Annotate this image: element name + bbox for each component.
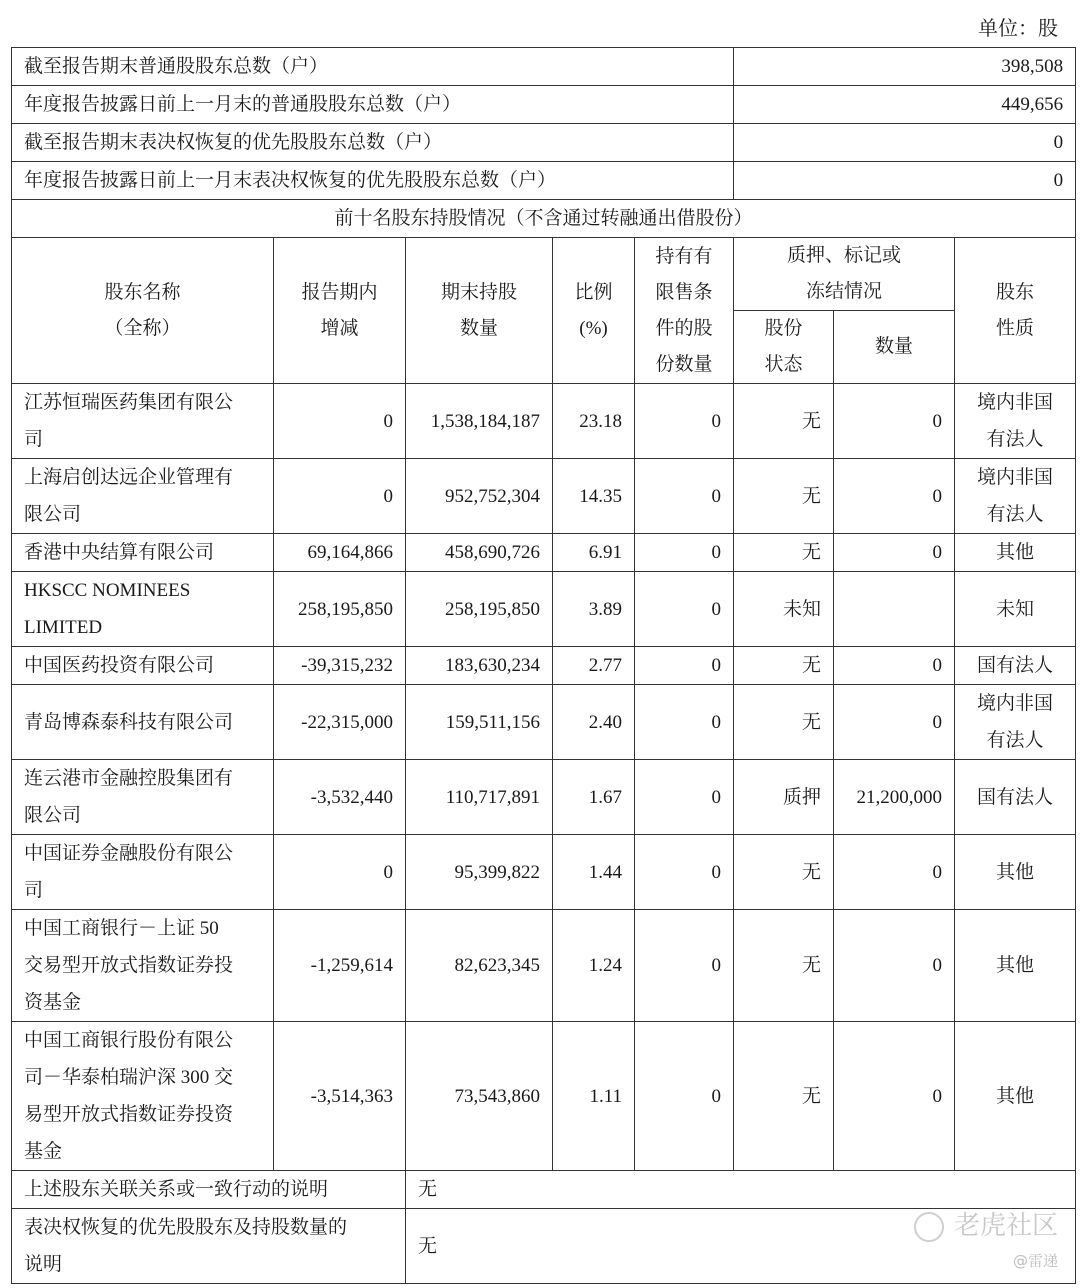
shareholder-name-line: HKSCC NOMINEES <box>24 580 191 601</box>
holding-ratio: 14.35 <box>553 459 635 534</box>
shareholder-name <box>12 459 274 534</box>
header-name-line: （全称） <box>104 317 181 339</box>
header-change-line: 报告期内 <box>301 281 378 303</box>
restricted-shares: 0 <box>635 1022 734 1171</box>
shareholder-nature-line: 国有法人 <box>977 786 1054 808</box>
shareholder-name-line: 连云港市金融控股集团有 <box>24 768 234 789</box>
header-ratio-line: (%) <box>579 317 608 339</box>
header-pledge-status <box>734 311 834 384</box>
pledge-quantity: 0 <box>834 534 955 572</box>
pledge-quantity: 21,200,000 <box>834 760 955 835</box>
pledge-status: 无 <box>734 534 834 572</box>
summary-label: 年度报告披露日前上一月末的普通股股东总数（户） <box>12 86 734 124</box>
header-pledge-status-line: 状态 <box>764 354 803 375</box>
shareholder-name-line: 交易型开放式指数证券投 <box>24 955 234 976</box>
summary-value: 0 <box>734 124 1076 162</box>
shareholder-nature-line: 有法人 <box>986 504 1044 525</box>
table-row <box>12 459 1076 534</box>
table-row <box>12 835 1076 910</box>
table-row <box>12 384 1076 459</box>
shareholder-nature-line: 境内非国 <box>977 693 1054 714</box>
shareholder-name <box>12 384 274 459</box>
pledge-quantity: 0 <box>834 647 955 685</box>
holding-ratio: 1.67 <box>553 760 635 835</box>
shareholder-nature-line: 境内非国 <box>977 467 1054 488</box>
pledge-quantity: 0 <box>834 384 955 459</box>
shareholder-nature <box>955 1022 1076 1171</box>
shares-held: 258,195,850 <box>406 572 553 647</box>
shares-held: 952,752,304 <box>406 459 553 534</box>
pledge-quantity: 0 <box>834 459 955 534</box>
shareholder-nature <box>955 835 1076 910</box>
table-row <box>12 647 1076 685</box>
shareholder-name <box>12 835 274 910</box>
holding-ratio: 1.44 <box>553 835 635 910</box>
header-nature-line: 性质 <box>996 317 1035 339</box>
shareholder-name-line: 香港中央结算有限公司 <box>24 542 215 563</box>
watermark-brand: 老虎社区 <box>914 1205 1058 1242</box>
header-pledge-group <box>734 238 955 311</box>
holding-ratio: 1.24 <box>553 910 635 1022</box>
section-title: 前十名股东持股情况（不含通过转融通出借股份） <box>12 200 1076 238</box>
shareholder-name-line: 限公司 <box>24 805 82 826</box>
shares-held: 1,538,184,187 <box>406 384 553 459</box>
table-row <box>12 1022 1076 1171</box>
header-restricted-line: 份数量 <box>655 353 713 375</box>
pledge-quantity: 0 <box>834 1022 955 1171</box>
header-pledge-qty: 数量 <box>834 311 955 384</box>
summary-label: 年度报告披露日前上一月末表决权恢复的优先股股东总数（户） <box>12 162 734 200</box>
shareholder-name <box>12 910 274 1022</box>
pledge-quantity <box>834 572 955 647</box>
shareholder-nature-line: 未知 <box>996 598 1035 620</box>
table-row <box>12 760 1076 835</box>
pledge-status: 无 <box>734 384 834 459</box>
shareholder-nature <box>955 384 1076 459</box>
pledge-status: 无 <box>734 1022 834 1171</box>
restricted-shares: 0 <box>635 647 734 685</box>
holding-ratio: 1.11 <box>553 1022 635 1171</box>
restricted-shares: 0 <box>635 685 734 760</box>
pledge-status: 质押 <box>734 760 834 835</box>
period-change: 0 <box>274 459 406 534</box>
shareholder-name-line: 司 <box>24 429 44 450</box>
shareholder-nature-line: 其他 <box>996 1085 1035 1107</box>
header-ratio <box>553 238 635 384</box>
shareholder-name <box>12 685 274 760</box>
summary-label: 截至报告期末普通股股东总数（户） <box>12 48 734 86</box>
summary-value: 449,656 <box>734 86 1076 124</box>
period-change: 258,195,850 <box>274 572 406 647</box>
shareholder-nature <box>955 534 1076 572</box>
shares-held: 82,623,345 <box>406 910 553 1022</box>
shareholder-name-line: 中国工商银行股份有限公 <box>24 1030 234 1051</box>
shareholder-nature <box>955 910 1076 1022</box>
shareholder-nature-line: 其他 <box>996 955 1035 976</box>
header-shares-line: 期末持股 <box>440 281 517 303</box>
summary-row <box>12 48 1076 86</box>
pledge-quantity: 0 <box>834 835 955 910</box>
shareholder-nature <box>955 459 1076 534</box>
header-restricted-line: 限售条 <box>655 281 713 303</box>
shareholder-name-line: 中国证券金融股份有限公 <box>24 843 234 864</box>
shareholder-name <box>12 534 274 572</box>
header-shares <box>406 238 553 384</box>
period-change: -3,514,363 <box>274 1022 406 1171</box>
header-nature <box>955 238 1076 384</box>
restricted-shares: 0 <box>635 459 734 534</box>
pledge-status: 无 <box>734 835 834 910</box>
period-change: -1,259,614 <box>274 910 406 1022</box>
section-title-row <box>12 200 1076 238</box>
shareholder-nature-line: 其他 <box>996 542 1035 563</box>
holding-ratio: 2.40 <box>553 685 635 760</box>
restricted-shares: 0 <box>635 572 734 647</box>
tiger-logo-icon <box>914 1212 944 1242</box>
footer-row <box>12 1171 1076 1209</box>
restricted-shares: 0 <box>635 835 734 910</box>
holding-ratio: 3.89 <box>553 572 635 647</box>
shares-held: 159,511,156 <box>406 685 553 760</box>
footer-label <box>12 1209 406 1284</box>
shareholder-nature-line: 境内非国 <box>977 392 1054 413</box>
restricted-shares: 0 <box>635 534 734 572</box>
shares-held: 458,690,726 <box>406 534 553 572</box>
shareholder-name <box>12 647 274 685</box>
period-change: -39,315,232 <box>274 647 406 685</box>
shareholder-nature <box>955 572 1076 647</box>
shares-held: 183,630,234 <box>406 647 553 685</box>
shareholder-name-line: 限公司 <box>24 504 82 525</box>
shareholder-name-line: 中国医药投资有限公司 <box>24 655 215 676</box>
shareholder-name <box>12 1022 274 1171</box>
shareholder-nature-line: 有法人 <box>986 429 1044 450</box>
header-ratio-line: 比例 <box>574 281 613 303</box>
header-change <box>274 238 406 384</box>
header-nature-line: 股东 <box>996 281 1035 303</box>
holding-ratio: 2.77 <box>553 647 635 685</box>
shareholder-nature-line: 有法人 <box>986 730 1044 751</box>
shareholder-name-line: 易型开放式指数证券投资 <box>24 1104 234 1125</box>
header-shares-line: 数量 <box>459 317 498 339</box>
header-change-line: 增减 <box>320 317 359 339</box>
pledge-status: 无 <box>734 910 834 1022</box>
table-row <box>12 910 1076 1022</box>
shareholder-name <box>12 572 274 647</box>
footer-label-line: 说明 <box>24 1254 63 1275</box>
shareholder-nature-line: 其他 <box>996 861 1035 883</box>
header-row <box>12 238 1076 311</box>
watermark-author: @雷递 <box>1012 1252 1058 1270</box>
shares-held: 95,399,822 <box>406 835 553 910</box>
shareholder-name-line: 资基金 <box>24 992 82 1013</box>
footer-value: 无 <box>406 1171 1076 1209</box>
period-change: -3,532,440 <box>274 760 406 835</box>
footer-label-line: 表决权恢复的优先股股东及持股数量的 <box>24 1217 348 1238</box>
shareholders-table <box>11 47 1076 1284</box>
shareholder-nature <box>955 760 1076 835</box>
header-pledge-group-line: 质押、标记或 <box>787 245 902 266</box>
unit-label: 单位：股 <box>978 18 1058 40</box>
shareholder-name <box>12 760 274 835</box>
shareholder-name-line: 基金 <box>24 1141 63 1162</box>
header-restricted <box>635 238 734 384</box>
header-name <box>12 238 274 384</box>
footer-value: 无 <box>406 1209 1076 1284</box>
header-pledge-group-line: 冻结情况 <box>806 281 883 302</box>
holding-ratio: 23.18 <box>553 384 635 459</box>
shareholder-name-line: 江苏恒瑞医药集团有限公 <box>24 392 234 413</box>
summary-value: 0 <box>734 162 1076 200</box>
restricted-shares: 0 <box>635 384 734 459</box>
header-pledge-status-line: 股份 <box>764 318 803 339</box>
summary-row <box>12 86 1076 124</box>
shareholder-name-line: 司－华泰柏瑞沪深 300 交 <box>24 1067 234 1088</box>
period-change: 69,164,866 <box>274 534 406 572</box>
header-name-line: 股东名称 <box>104 281 181 303</box>
shareholder-nature <box>955 685 1076 760</box>
pledge-status: 无 <box>734 459 834 534</box>
shareholder-nature-line: 国有法人 <box>977 655 1054 676</box>
table-row <box>12 685 1076 760</box>
period-change: -22,315,000 <box>274 685 406 760</box>
summary-value: 398,508 <box>734 48 1076 86</box>
shareholder-name-line: 上海启创达远企业管理有 <box>24 467 234 488</box>
shareholder-name-line: 青岛博森泰科技有限公司 <box>24 711 234 733</box>
shareholder-name-line: 司 <box>24 880 44 901</box>
holding-ratio: 6.91 <box>553 534 635 572</box>
summary-label: 截至报告期末表决权恢复的优先股股东总数（户） <box>12 124 734 162</box>
restricted-shares: 0 <box>635 910 734 1022</box>
shares-held: 110,717,891 <box>406 760 553 835</box>
period-change: 0 <box>274 384 406 459</box>
pledge-status: 未知 <box>734 572 834 647</box>
restricted-shares: 0 <box>635 760 734 835</box>
table-row <box>12 572 1076 647</box>
pledge-quantity: 0 <box>834 910 955 1022</box>
pledge-status: 无 <box>734 647 834 685</box>
summary-row <box>12 124 1076 162</box>
shares-held: 73,543,860 <box>406 1022 553 1171</box>
shareholder-nature <box>955 647 1076 685</box>
shareholder-name-line: LIMITED <box>24 617 103 638</box>
header-restricted-line: 件的股 <box>655 317 713 339</box>
table-row <box>12 534 1076 572</box>
pledge-quantity: 0 <box>834 685 955 760</box>
period-change: 0 <box>274 835 406 910</box>
summary-row <box>12 162 1076 200</box>
shareholder-name-line: 中国工商银行－上证 50 <box>24 918 219 939</box>
header-restricted-line: 持有有 <box>655 245 713 267</box>
pledge-status: 无 <box>734 685 834 760</box>
footer-label-line: 上述股东关联关系或一致行动的说明 <box>24 1179 329 1200</box>
footer-label <box>12 1171 406 1209</box>
